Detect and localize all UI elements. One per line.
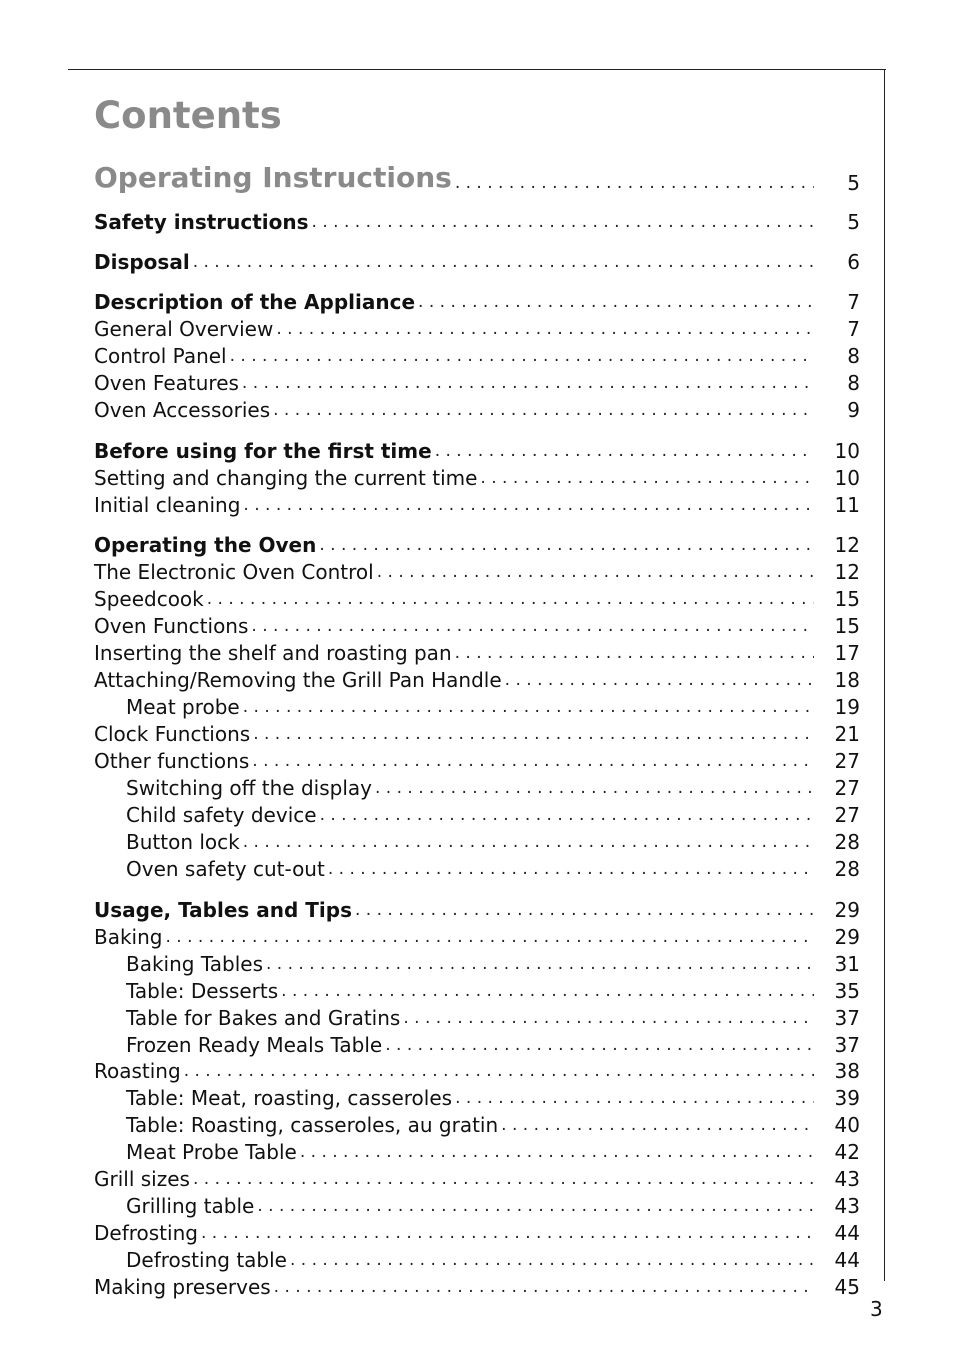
toc-entry[interactable] — [94, 1112, 860, 1138]
toc-entry[interactable] — [94, 1193, 860, 1219]
toc-entry-label: Inserting the shelf and roasting pan — [94, 641, 452, 665]
toc-entry-page: 8 — [847, 344, 860, 368]
toc-entry-page: 39 — [834, 1086, 860, 1110]
right-rule — [884, 69, 885, 1281]
toc-entry-label: Attaching/Removing the Grill Pan Handle — [94, 668, 502, 692]
toc-entry-label: Usage, Tables and Tips — [94, 898, 352, 922]
toc-entry-label: Safety instructions — [94, 210, 309, 234]
toc-entry-page: 12 — [834, 533, 860, 557]
toc-dot-leader — [374, 559, 814, 585]
toc-entry-page: 44 — [834, 1221, 860, 1245]
toc-entry[interactable] — [94, 316, 860, 342]
toc-dot-leader — [227, 343, 814, 369]
toc-entry[interactable] — [94, 1166, 860, 1192]
toc-dot-leader — [432, 438, 814, 464]
toc-entry[interactable] — [94, 667, 860, 693]
toc-entry-label: Oven Features — [94, 371, 239, 395]
toc-entry[interactable] — [94, 1247, 860, 1273]
toc-entry-page: 45 — [834, 1275, 860, 1299]
toc-dot-leader — [240, 492, 814, 518]
toc-dot-leader — [452, 1085, 814, 1111]
toc-dot-leader — [317, 802, 814, 828]
toc-entry[interactable] — [94, 492, 860, 518]
toc-entry[interactable] — [94, 1032, 860, 1058]
toc-entry[interactable] — [94, 370, 860, 396]
toc-entry-page: 29 — [834, 925, 860, 949]
toc-entry-page: 37 — [834, 1033, 860, 1057]
toc-entry-label: Oven safety cut-out — [126, 857, 325, 881]
toc-dot-leader — [163, 924, 815, 950]
toc-dot-leader — [271, 1274, 814, 1300]
toc-entry-label: Table: Roasting, casseroles, au gratin — [126, 1113, 499, 1137]
toc-entry-page: 38 — [834, 1059, 860, 1083]
toc-entry-page: 18 — [834, 668, 860, 692]
toc-entry-page: 12 — [834, 560, 860, 584]
toc-entry[interactable] — [94, 897, 860, 923]
toc-entry-page: 21 — [834, 722, 860, 746]
toc-entry-label: Making preserves — [94, 1275, 271, 1299]
toc-dot-leader — [352, 897, 814, 923]
toc-entry-label: Other functions — [94, 749, 250, 773]
toc-entry[interactable] — [94, 721, 860, 747]
toc-entry-label: Clock Functions — [94, 722, 251, 746]
toc-entry-page: 7 — [847, 290, 860, 314]
toc-dot-leader — [477, 465, 814, 491]
toc-entry-page: 6 — [847, 250, 860, 274]
toc-entry-label: Operating the Oven — [94, 533, 317, 557]
toc-entry[interactable] — [94, 343, 860, 369]
toc-dot-leader — [278, 978, 814, 1004]
toc-entry[interactable] — [94, 1085, 860, 1111]
toc-dot-leader — [452, 170, 814, 196]
toc-entry[interactable] — [94, 951, 860, 977]
toc-entry[interactable] — [94, 397, 860, 423]
toc-entry-page: 37 — [834, 1006, 860, 1030]
toc-entry[interactable] — [94, 438, 860, 464]
toc-entry-label: Disposal — [94, 250, 190, 274]
toc-entry[interactable] — [94, 559, 860, 585]
toc-entry-page: 17 — [834, 641, 860, 665]
toc-entry-label: Setting and changing the current time — [94, 466, 478, 490]
toc-entry-label: Baking — [94, 925, 163, 949]
toc-entry-page: 27 — [834, 749, 860, 773]
toc-entry-label: Button lock — [126, 830, 240, 854]
toc-entry-page: 19 — [834, 695, 860, 719]
toc-entry-label: Defrosting — [94, 1221, 198, 1245]
toc-entry-label: Frozen Ready Meals Table — [126, 1033, 383, 1057]
toc-entry[interactable] — [94, 1220, 860, 1246]
toc-entry-page: 35 — [834, 979, 860, 1003]
toc-dot-leader — [400, 1005, 814, 1031]
toc-entry-label: Child safety device — [126, 803, 317, 827]
toc-dot-leader — [297, 1139, 814, 1165]
toc-dot-leader — [254, 1193, 814, 1219]
toc-dot-leader — [309, 209, 814, 235]
toc-entry[interactable] — [94, 586, 860, 612]
toc-entry-page: 11 — [834, 493, 860, 517]
toc-dot-leader — [502, 667, 814, 693]
toc-entry-page: 5 — [847, 210, 860, 234]
toc-entry[interactable] — [94, 613, 860, 639]
toc-dot-leader — [382, 1032, 814, 1058]
toc-entry-label: Before using for the first time — [94, 439, 432, 463]
toc-entry-label: Control Panel — [94, 344, 227, 368]
toc-entry[interactable] — [94, 1274, 860, 1300]
toc-entry-page: 43 — [834, 1167, 860, 1191]
toc-entry-label: General Overview — [94, 317, 274, 341]
toc-entry[interactable] — [94, 289, 860, 315]
toc-entry-label: The Electronic Oven Control — [94, 560, 374, 584]
toc-dot-leader — [190, 1166, 814, 1192]
toc-dot-leader — [452, 640, 814, 666]
toc-entry[interactable] — [94, 640, 860, 666]
toc-entry[interactable] — [94, 1139, 860, 1165]
toc-entry-label: Grill sizes — [94, 1167, 190, 1191]
toc-entry-page: 40 — [834, 1113, 860, 1137]
toc-entry-page: 43 — [834, 1194, 860, 1218]
toc-dot-leader — [270, 397, 814, 423]
toc-entry-label: Table: Meat, roasting, casseroles — [126, 1086, 453, 1110]
toc-dot-leader — [415, 289, 814, 315]
toc-dot-leader — [239, 370, 814, 396]
toc-dot-leader — [325, 856, 814, 882]
toc-entry[interactable] — [94, 1058, 860, 1084]
toc-entry-label: Oven Accessories — [94, 398, 271, 422]
toc-entry[interactable] — [94, 465, 860, 491]
toc-entry-label: Initial cleaning — [94, 493, 241, 517]
toc-entry-label: Table: Desserts — [126, 979, 279, 1003]
toc-entry[interactable] — [94, 694, 860, 720]
toc-dot-leader — [204, 586, 814, 612]
toc-entry-label: Switching off the display — [126, 776, 372, 800]
toc-entry-page: 31 — [834, 952, 860, 976]
toc-entry-page: 5 — [847, 171, 860, 195]
top-rule — [68, 69, 886, 70]
toc-dot-leader — [190, 249, 814, 275]
toc-entry-label: Meat probe — [126, 695, 240, 719]
toc-entry-page: 8 — [847, 371, 860, 395]
toc-entry-label: Meat Probe Table — [126, 1140, 297, 1164]
toc-dot-leader — [273, 316, 814, 342]
toc-entry-label: Oven Functions — [94, 614, 249, 638]
toc-entry[interactable] — [94, 829, 860, 855]
toc-entry[interactable] — [94, 978, 860, 1004]
toc-entry-page: 15 — [834, 614, 860, 638]
toc-dot-leader — [249, 748, 814, 774]
page-number: 3 — [870, 1297, 883, 1321]
toc-entry-label: Defrosting table — [126, 1248, 287, 1272]
toc-dot-leader — [372, 775, 814, 801]
toc-entry[interactable] — [94, 802, 860, 828]
toc-entry[interactable] — [94, 924, 860, 950]
toc-entry-label: Grilling table — [126, 1194, 255, 1218]
toc-entry[interactable] — [94, 209, 860, 235]
toc-dot-leader — [240, 829, 814, 855]
toc-entry-label: Table for Bakes and Gratins — [126, 1006, 401, 1030]
toc-dot-leader — [198, 1220, 814, 1246]
toc-entry[interactable] — [94, 1005, 860, 1031]
toc-entry-label: Description of the Appliance — [94, 290, 416, 314]
toc-entry-label: Roasting — [94, 1059, 181, 1083]
toc-entry-page: 10 — [834, 439, 860, 463]
toc-entry-page: 15 — [834, 587, 860, 611]
toc-entry-page: 42 — [834, 1140, 860, 1164]
toc-entry-page: 28 — [834, 830, 860, 854]
toc-entry[interactable] — [94, 160, 860, 196]
toc-dot-leader — [181, 1058, 814, 1084]
toc-entry-page: 27 — [834, 776, 860, 800]
toc-entry[interactable] — [94, 748, 860, 774]
toc-entry[interactable] — [94, 532, 860, 558]
toc-dot-leader — [263, 951, 814, 977]
toc-entry[interactable] — [94, 775, 860, 801]
toc-entry-page: 44 — [834, 1248, 860, 1272]
toc-entry-page: 10 — [834, 466, 860, 490]
toc-entry-label: Speedcook — [94, 587, 204, 611]
toc-entry-page: 29 — [834, 898, 860, 922]
toc-entry[interactable] — [94, 856, 860, 882]
toc-entry-page: 9 — [847, 398, 860, 422]
toc-entry[interactable] — [94, 249, 860, 275]
toc-dot-leader — [287, 1247, 814, 1273]
toc-dot-leader — [250, 721, 814, 747]
toc-entry-page: 28 — [834, 857, 860, 881]
page-title: Contents — [94, 94, 282, 137]
toc-entry-label: Baking Tables — [126, 952, 263, 976]
toc-entry-page: 27 — [834, 803, 860, 827]
toc-dot-leader — [248, 613, 814, 639]
toc-entry-label: Operating Instructions — [94, 161, 452, 194]
toc-dot-leader — [316, 532, 814, 558]
toc-dot-leader — [498, 1112, 814, 1138]
toc-entry-page: 7 — [847, 317, 860, 341]
toc-dot-leader — [240, 694, 814, 720]
